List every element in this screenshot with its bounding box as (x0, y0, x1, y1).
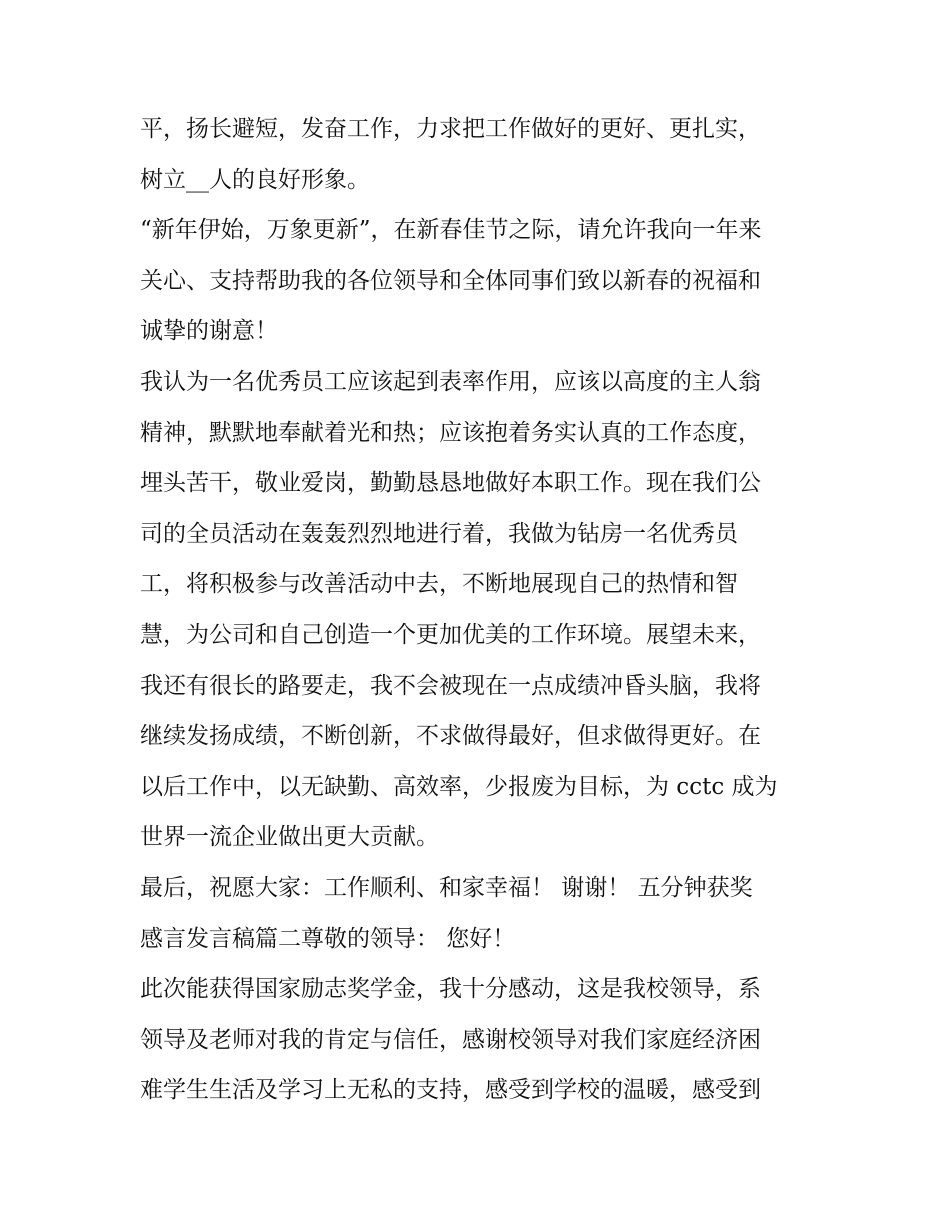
text-line: 以后工作中，以无缺勤、高效率，少报废为目标，为 cctc 成为 (140, 773, 778, 800)
text-line: 感言发言稿篇二尊敬的领导： 您好！ (140, 925, 516, 952)
text-line: 精神，默默地奉献着光和热；应该抱着务实认真的工作态度， (140, 419, 761, 446)
text-line: 工，将积极参与改善活动中去，不断地展现自己的热情和智 (140, 571, 738, 598)
text-line: 司的全员活动在轰轰烈烈地进行着，我做为钻房一名优秀员 (140, 520, 738, 547)
text-line: 此次能获得国家励志奖学金，我十分感动，这是我校领导，系 (140, 976, 761, 1003)
text-line: 慧，为公司和自己创造一个更加优美的工作环境。展望未来， (140, 621, 761, 648)
text-line: 关心、支持帮助我的各位领导和全体同事们致以新春的祝福和 (140, 267, 761, 294)
text-line: 我认为一名优秀员工应该起到表率作用，应该以高度的主人翁 (140, 368, 761, 395)
text-line: 世界一流企业做出更大贡献。 (140, 824, 439, 851)
text-line: 埋头苦干，敬业爱岗，勤勤恳恳地做好本职工作。现在我们公 (140, 470, 761, 497)
text-line: 继续发扬成绩，不断创新，不求做得最好，但求做得更好。在 (140, 723, 761, 750)
text-line: 难学生生活及学习上无私的支持，感受到学校的温暖，感受到 (140, 1077, 761, 1104)
text-line: 领导及老师对我的肯定与信任，感谢校领导对我们家庭经济困 (140, 1026, 761, 1053)
document-text-body (140, 104, 820, 1116)
text-line: 平，扬长避短，发奋工作，力求把工作做好的更好、更扎实， (140, 116, 761, 142)
text-line: 诚挚的谢意！ (140, 318, 278, 345)
text-line: 最后，祝愿大家：工作顺利、和家幸福！ 谢谢！ 五分钟获奖 (140, 874, 753, 901)
text-line: 树立__人的良好形象。 (140, 166, 370, 193)
text-line: 我还有很长的路要走，我不会被现在一点成绩冲昏头脑，我将 (140, 672, 761, 699)
text-line: “新年伊始，万象更新”，在新春佳节之际，请允许我向一年来 (140, 217, 762, 244)
